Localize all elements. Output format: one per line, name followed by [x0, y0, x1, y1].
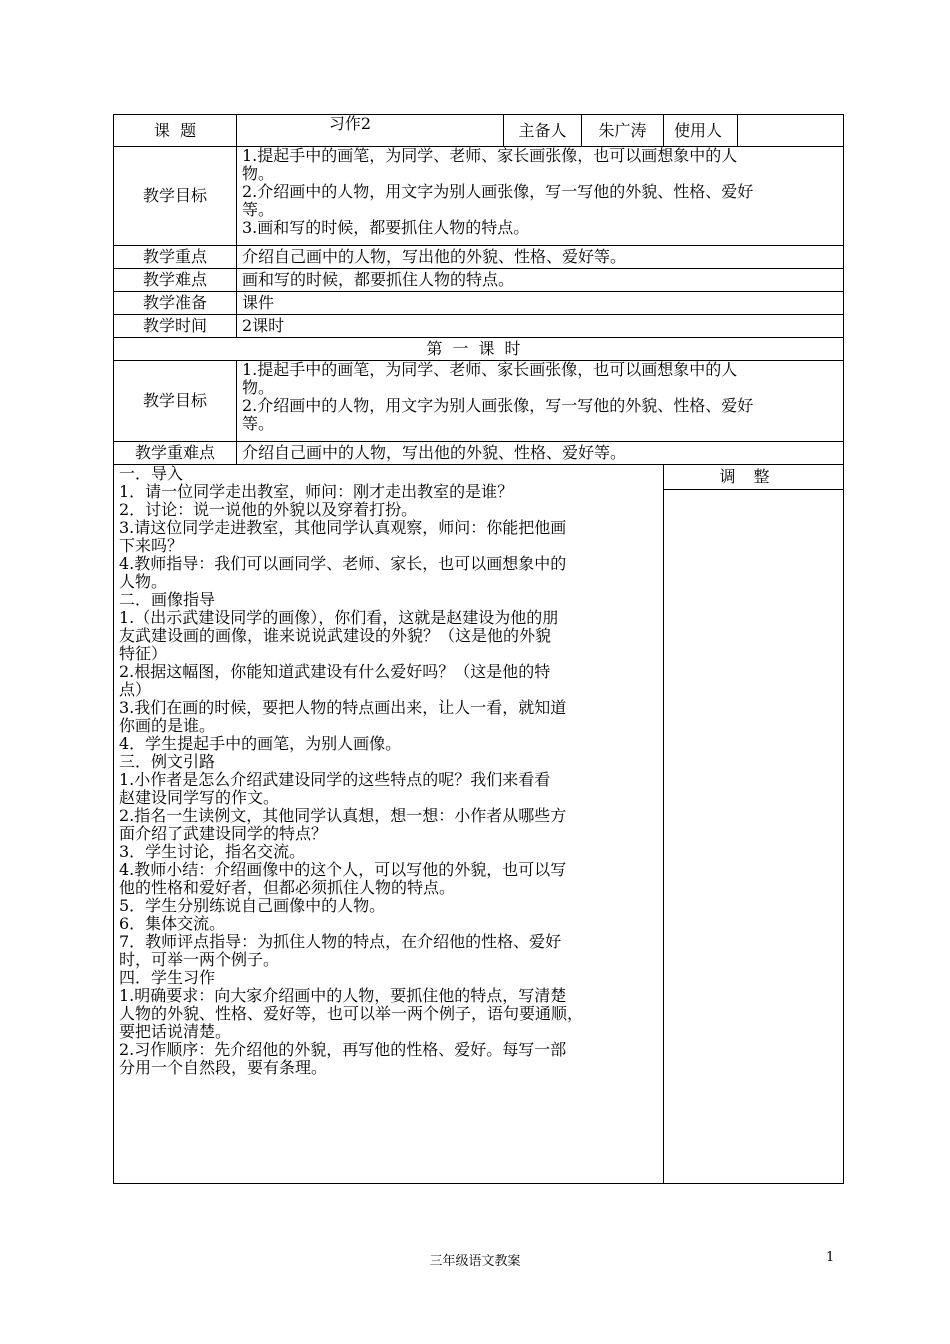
footer-title: 三年级语文教案: [429, 1254, 521, 1269]
process-line: 4.教师指导：我们可以画同学、老师、家长，也可以画想象中的: [119, 554, 567, 573]
topic-value: 习作2: [237, 115, 504, 147]
first-lesson-key-diff-row: [114, 442, 844, 465]
process-line: 7．教师评点指导：为抓住人物的特点，在介绍他的性格、爱好: [119, 932, 562, 951]
key-points-label: 教学重点: [114, 246, 237, 269]
process-line: 时，可举一两个例子。: [119, 950, 280, 969]
process-line: 一．导入: [119, 464, 184, 483]
footer-page-number: 1: [826, 1250, 835, 1265]
objectives-content: [237, 147, 844, 246]
difficulties-label: 教学难点: [114, 269, 237, 292]
process-lines: [119, 465, 658, 1077]
process-line: 分用一个自然段，要有条理。: [119, 1058, 328, 1077]
process-line: 3.请这位同学走进教室，其他同学认真观察，师问：你能把他画: [119, 518, 567, 537]
difficulties-row: [114, 269, 844, 292]
process-line: 友武建设画的画像，谁来说说武建设的外貌？（这是他的外貌: [119, 626, 552, 645]
time-value: 2课时: [237, 315, 844, 338]
objectives-line: 等。: [242, 200, 275, 219]
first-lesson-objectives-line: 物。: [242, 378, 275, 397]
first-lesson-title: 第一课时: [114, 338, 844, 361]
first-lesson-key-diff-label: 教学重难点: [114, 442, 237, 465]
objectives-line: 物。: [242, 164, 275, 183]
adjustment-label: 调整: [664, 465, 843, 490]
process-line: 人物。: [119, 572, 168, 591]
first-lesson-objectives-row: [114, 361, 844, 442]
process-line: 人物的外貌、性格、爱好等，也可以举一两个例子，语句要通顺，: [119, 1004, 584, 1023]
process-line: 2.根据这幅图，你能知道武建设有什么爱好吗？（这是他的特: [119, 662, 551, 681]
process-line: 三．例文引路: [119, 752, 216, 771]
first-lesson-objectives-line: 2.介绍画中的人物，用文字为别人画张像，写一写他的外貌、性格、爱好: [242, 396, 754, 415]
process-line: 4．学生提起手中的画笔，为别人画像。: [119, 734, 402, 753]
preparation-row: [114, 292, 844, 315]
time-row: [114, 315, 844, 338]
preparer-value: 朱广涛: [582, 115, 664, 147]
user-label: 使用人: [664, 115, 738, 147]
first-lesson-objectives-label: 教学目标: [114, 361, 237, 442]
preparation-label: 教学准备: [114, 292, 237, 315]
process-line: 赵建设同学写的作文。: [119, 788, 280, 807]
first-lesson-objectives-line: 1.提起手中的画笔，为同学、老师、家长画张像，也可以画想象中的人: [242, 360, 738, 379]
process-row: [114, 465, 844, 1184]
process-line: 你画的是谁。: [119, 716, 216, 735]
first-lesson-objectives-content: [237, 361, 844, 442]
topic-label: 课 题: [114, 115, 237, 147]
process-line: 3．学生讨论，指名交流。: [119, 842, 306, 861]
first-lesson-objectives-line: 等。: [242, 414, 275, 433]
process-line: 6．集体交流。: [119, 914, 226, 933]
process-line: 2.指名一生读例文，其他同学认真想，想一想：小作者从哪些方: [119, 806, 567, 825]
process-line: 1.小作者是怎么介绍武建设同学的这些特点的呢？我们来看看: [119, 770, 551, 789]
process-line: 1.（出示武建设同学的画像），你们看，这就是赵建设为他的朋: [119, 608, 559, 627]
process-line: 点）: [119, 680, 152, 699]
process-line: 5．学生分别练说自己画像中的人物。: [119, 896, 386, 915]
process-line: 四．学生习作: [119, 968, 216, 987]
process-line: 3.我们在画的时候，要把人物的特点画出来，让人一看，就知道: [119, 698, 567, 717]
objectives-line: 3.画和写的时候，都要抓住人物的特点。: [242, 218, 530, 237]
preparer-label: 主备人: [504, 115, 582, 147]
header-row: [114, 115, 844, 147]
objectives-row: [114, 147, 844, 246]
difficulties-value: 画和写的时候，都要抓住人物的特点。: [237, 269, 844, 292]
process-line: 他的性格和爱好者，但都必须抓住人物的特点。: [119, 878, 456, 897]
process-line: 面介绍了武建设同学的特点？: [119, 824, 328, 843]
process-line: 2．讨论：说一说他的外貌以及穿着打扮。: [119, 500, 418, 519]
lesson-plan-table: [113, 114, 844, 1184]
key-points-row: [114, 246, 844, 269]
process-line: 要把话说清楚。: [119, 1022, 232, 1041]
process-line: 下来吗？: [119, 536, 184, 555]
first-lesson-title-row: [114, 338, 844, 361]
teaching-process: [114, 465, 664, 1184]
process-line: 4.教师小结：介绍画像中的这个人，可以写他的外貌，也可以写: [119, 860, 567, 879]
objectives-line: 1.提起手中的画笔，为同学、老师、家长画张像，也可以画想象中的人: [242, 146, 738, 165]
process-line: 1.明确要求：向大家介绍画中的人物，要抓住他的特点，写清楚: [119, 986, 567, 1005]
key-points-value: 介绍自己画中的人物，写出他的外貌、性格、爱好等。: [237, 246, 844, 269]
time-label: 教学时间: [114, 315, 237, 338]
user-value: [738, 115, 844, 147]
objectives-label: 教学目标: [114, 147, 237, 246]
preparation-value: 课件: [237, 292, 844, 315]
adjustment-column: [664, 465, 844, 1184]
process-line: 1．请一位同学走出教室，师问：刚才走出教室的是谁？: [119, 482, 514, 501]
first-lesson-key-diff-value: 介绍自己画中的人物，写出他的外貌、性格、爱好等。: [237, 442, 844, 465]
process-line: 二．画像指导: [119, 590, 216, 609]
process-line: 特征）: [119, 644, 168, 663]
objectives-line: 2.介绍画中的人物，用文字为别人画张像，写一写他的外貌、性格、爱好: [242, 182, 754, 201]
process-line: 2.习作顺序：先介绍他的外貌，再写他的性格、爱好。每写一部: [119, 1040, 567, 1059]
